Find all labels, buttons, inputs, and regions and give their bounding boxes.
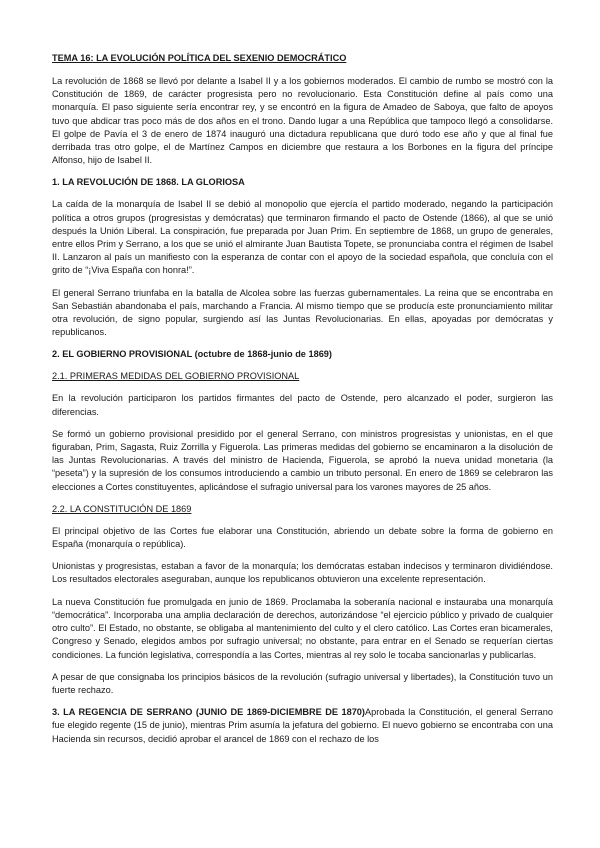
section-1-paragraph-2: El general Serrano triunfaba en la batalla de Alcolea sobre las fuerzas gubernamentales. La reina que se encontraba en San Sebastián abandonaba el país, marchando a Francia. Al mismo tiempo que se producía este pronunciamiento militar otra revolución, de signo popular, surgiendo así las Juntas Revolucionarias. En ellas, apoyadas por demócratas y republicanos. bbox=[52, 287, 553, 338]
subsection-2-1-paragraph-2: Se formó un gobierno provisional presidido por el general Serrano, con ministros progresistas y unionistas, en el que figuraban, Prim, Sagasta, Ruiz Zorrilla y Figuerola. Las primeras medidas del gobierno se encaminaron a la disolución de las Juntas Revolucionarias. A través del ministro de Hacienda, Figuerola, se aprobó la nueva unidad monetaria (la “peseta”) y la supresión de los consumos introduciendo a cambio un tributo personal. En enero de 1869 se celebraron las elecciones a Cortes constituyentes, aplicándose el sufragio universal para los varones mayores de 25 años. bbox=[52, 428, 553, 492]
section-3-text: Aprobada la Constitución, el general Serrano fue elegido regente (15 de junio), mientras Prim asumía la jefatura del gobierno. El nuevo gobierno se encontraba con una Hacienda sin recursos, decidió aprobar el arancel de 1869 con el rechazo de los bbox=[52, 707, 553, 744]
subsection-2-2-paragraph-1: El principal objetivo de las Cortes fue elaborar una Constitución, abriendo un debate sobre la forma de gobierno en España (monarquía o república). bbox=[52, 525, 553, 550]
subsection-2-1-paragraph-1: En la revolución participaron los partidos firmantes del pacto de Ostende, pero alcanzado el poder, surgieron las diferencias. bbox=[52, 393, 553, 417]
subsection-2-2-paragraph-3: La nueva Constitución fue promulgada en junio de 1869. Proclamaba la soberanía nacional e instauraba una monarquía “democrática”. Incorporaba una amplia declaración de derechos, autorizándose “el ejercicio público y privado de cualquier otro culto”. El Estado, no obstante, se obligaba al mantenimiento del culto y el clero católico. Las Cortes eran bicamerales, Congreso y Senado, elegidos ambos por sufragio universal; no obstante, para entrar en el Senado se requerían ciertas condiciones. La función legislativa, correspondía a las Cortes, mientras al rey solo le tocaba sancionarlas y publicarlas. bbox=[52, 596, 553, 660]
section-1-paragraph-1: La caída de la monarquía de Isabel II se debió al monopolio que ejercía el partido moderado, negando la participación política a otros grupos (progresistas y demócratas) que terminaron firmando el pacto de Ostende (1866), al que se unió después la Unión Liberal. La conspiración, fue preparada por Juan Prim. En septiembre de 1868, un grupo de generales, entre ellos Prim y Serrano, a los que se unió el almirante Juan Bautista Topete, se pronunciaba contra el régimen de Isabel II. Lanzaron al país un manifiesto con la esperanza de contar con el apoyo de la sociedad española, que concluía con el grito de “¡Viva España con honra!”. bbox=[52, 199, 553, 276]
document-title: TEMA 16: LA EVOLUCIÓN POLÍTICA DEL SEXENIO DEMOCRÁTICO bbox=[52, 53, 347, 63]
subsection-2-2-heading: 2.2. LA CONSTITUCIÓN DE 1869 bbox=[52, 503, 192, 514]
section-2-heading bbox=[52, 348, 553, 361]
subsection-2-2-paragraph-2: Unionistas y progresistas, estaban a favor de la monarquía; los demócratas estaban indecisos y terminaron dividiéndose. Los resultados electorales aseguraban, aunque los republicanos obtuvieron una excelente representación. bbox=[52, 561, 553, 585]
section-2-heading-dates: (octubre de 1868-junio de 1869) bbox=[194, 349, 332, 360]
subsection-2-2-paragraph-4: A pesar de que consignaba los principios básicos de la revolución (sufragio universal y libertades), la Constitución tuvo un fuerte rechazo. bbox=[52, 671, 553, 695]
section-3-heading: 3. LA REGENCIA DE SERRANO (JUNIO DE 1869-DICIEMBRE DE 1870) bbox=[52, 707, 365, 718]
subsection-2-1-heading: 2.1. PRIMERAS MEDIDAS DEL GOBIERNO PROVISIONAL bbox=[52, 371, 300, 382]
section-1-heading: 1. LA REVOLUCIÓN DE 1868. LA GLORIOSA bbox=[52, 177, 245, 188]
intro-paragraph: La revolución de 1868 se llevó por delante a Isabel II y a los gobiernos moderados. El cambio de rumbo se mostró con la Constitución de 1869, de carácter progresista pero no revolucionario. Esta Constitución define al país como una monarquía. El paso siguiente sería encontrar rey, y se encontró en la figura de Amadeo de Saboya, que falto de apoyos tuvo que abdicar tras poco más de dos años en el trono. Dando lugar a una República que tampoco llegó a consolidarse. El golpe de Pavía el 3 de enero de 1874 inauguró una dictadura republicana que duró todo ese año y que al final fue derribada tras otro golpe, el de Martínez Campos en diciembre que restaura a los Borbones en la figura del príncipe Alfonso, hijo de Isabel II. bbox=[52, 76, 553, 166]
section-3-paragraph bbox=[52, 706, 553, 746]
section-2-heading-title: 2. EL GOBIERNO PROVISIONAL bbox=[52, 349, 193, 360]
